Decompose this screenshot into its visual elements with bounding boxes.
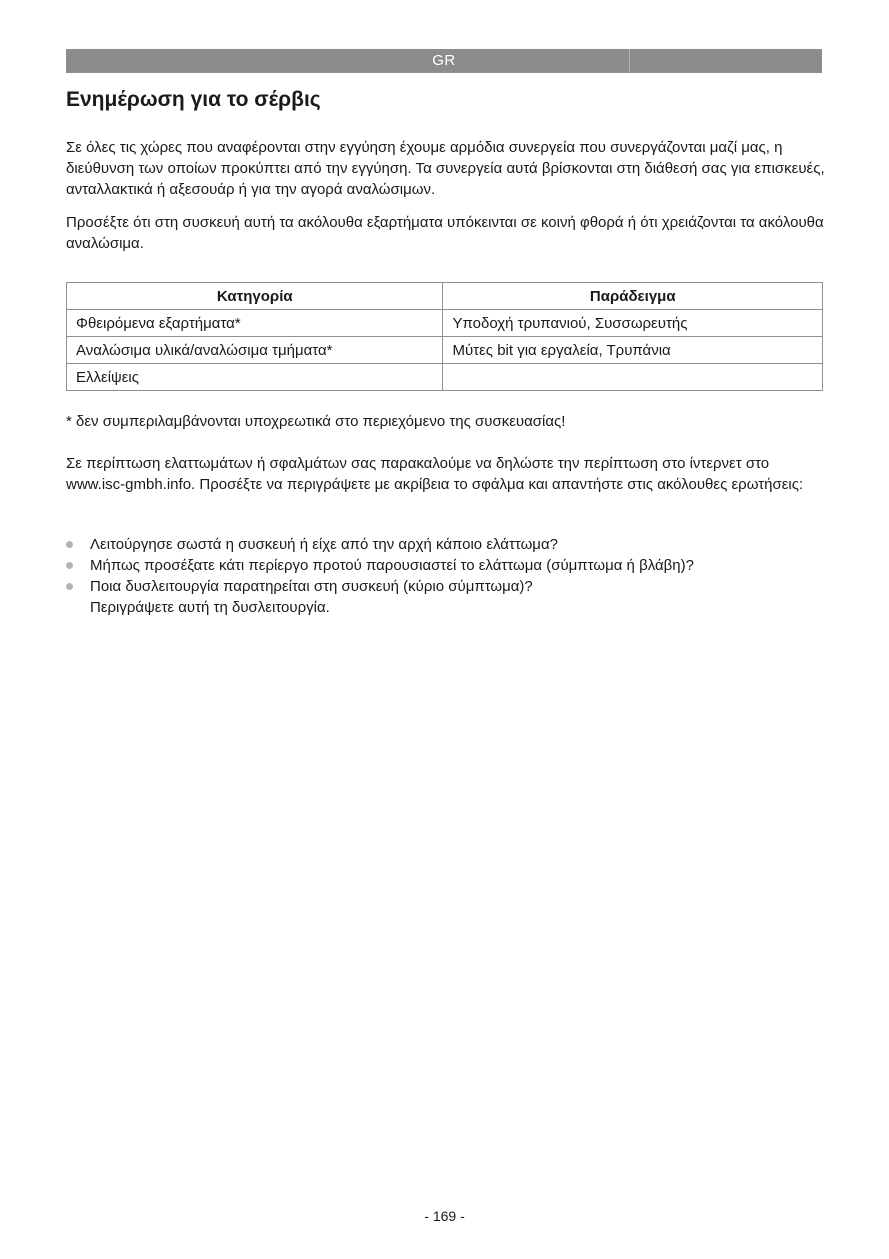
list-item [66, 555, 826, 576]
footnote: * δεν συμπεριλαμβάνονται υποχρεωτικά στο περιεχόμενο της συσκευασίας! [66, 413, 566, 430]
wear-parts-table [66, 282, 823, 391]
list-item [66, 534, 826, 555]
wear-parts-paragraph: Προσέξτε ότι στη συσκευή αυτή τα ακόλουθα εξαρτήματα υπόκεινται σε κοινή φθορά ή ότι χρειάζονται τα ακόλουθα αναλώσιμα. [66, 214, 824, 252]
table-header-row [67, 283, 823, 310]
bullet-icon [66, 562, 73, 569]
bullet-icon [66, 541, 73, 548]
table-cell-example: Υποδοχή τρυπανιού, Συσσωρευτής [443, 310, 823, 337]
table-row [67, 310, 823, 337]
table-cell-category: Αναλώσιμα υλικά/αναλώσιμα τμήματα* [67, 337, 443, 364]
table-row [67, 364, 823, 391]
column-header-category: Κατηγορία [67, 283, 443, 310]
question-text: Ποια δυσλειτουργία παρατηρείται στη συσκευή (κύριο σύμπτωμα)? [90, 578, 533, 595]
page-title: Ενημέρωση για το σέρβις [66, 88, 321, 111]
defects-paragraph: Σε περίπτωση ελαττωμάτων ή σφαλμάτων σας παρακαλούμε να δηλώστε την περίπτωση στο ίντερνετ στο www.isc-gmbh.info. Προσέξτε να περιγράψετε με ακρίβεια το σφάλμα και απαντήστε στις ακόλουθες ερωτήσεις: [66, 455, 804, 493]
column-header-example: Παράδειγμα [443, 283, 823, 310]
page-number: - 169 - [424, 1208, 465, 1224]
question-text: Μήπως προσέξατε κάτι περίεργο προτού παρουσιαστεί το ελάττωμα (σύμπτωμα ή βλάβη)? [90, 557, 694, 574]
table-row [67, 337, 823, 364]
header-divider [629, 49, 630, 73]
bullet-icon [66, 583, 73, 590]
language-label: GR [432, 52, 456, 69]
list-item [66, 576, 826, 597]
questions-list [66, 534, 826, 618]
language-header-bar [66, 49, 822, 73]
question-continuation-text: Περιγράψετε αυτή τη δυσλειτουργία. [90, 599, 330, 616]
table-cell-category: Φθειρόμενα εξαρτήματα* [67, 310, 443, 337]
intro-paragraph: Σε όλες τις χώρες που αναφέρονται στην εγγύηση έχουμε αρμόδια συνεργεία που συνεργάζονται μαζί μας, η διεύθυνση των οποίων προκύπτει από την εγγύηση. Τα συνεργεία αυτά βρίσκονται στη διάθεσή σας για επισκευές, ανταλλακτικά ή αξεσουάρ ή για την αγορά αναλώσιμων. [66, 139, 825, 198]
table-cell-example [443, 364, 823, 391]
table-cell-example: Μύτες bit για εργαλεία, Τρυπάνια [443, 337, 823, 364]
list-item-continuation [66, 597, 826, 618]
question-text: Λειτούργησε σωστά η συσκευή ή είχε από την αρχή κάποιο ελάττωμα? [90, 536, 558, 553]
table-cell-category: Ελλείψεις [67, 364, 443, 391]
